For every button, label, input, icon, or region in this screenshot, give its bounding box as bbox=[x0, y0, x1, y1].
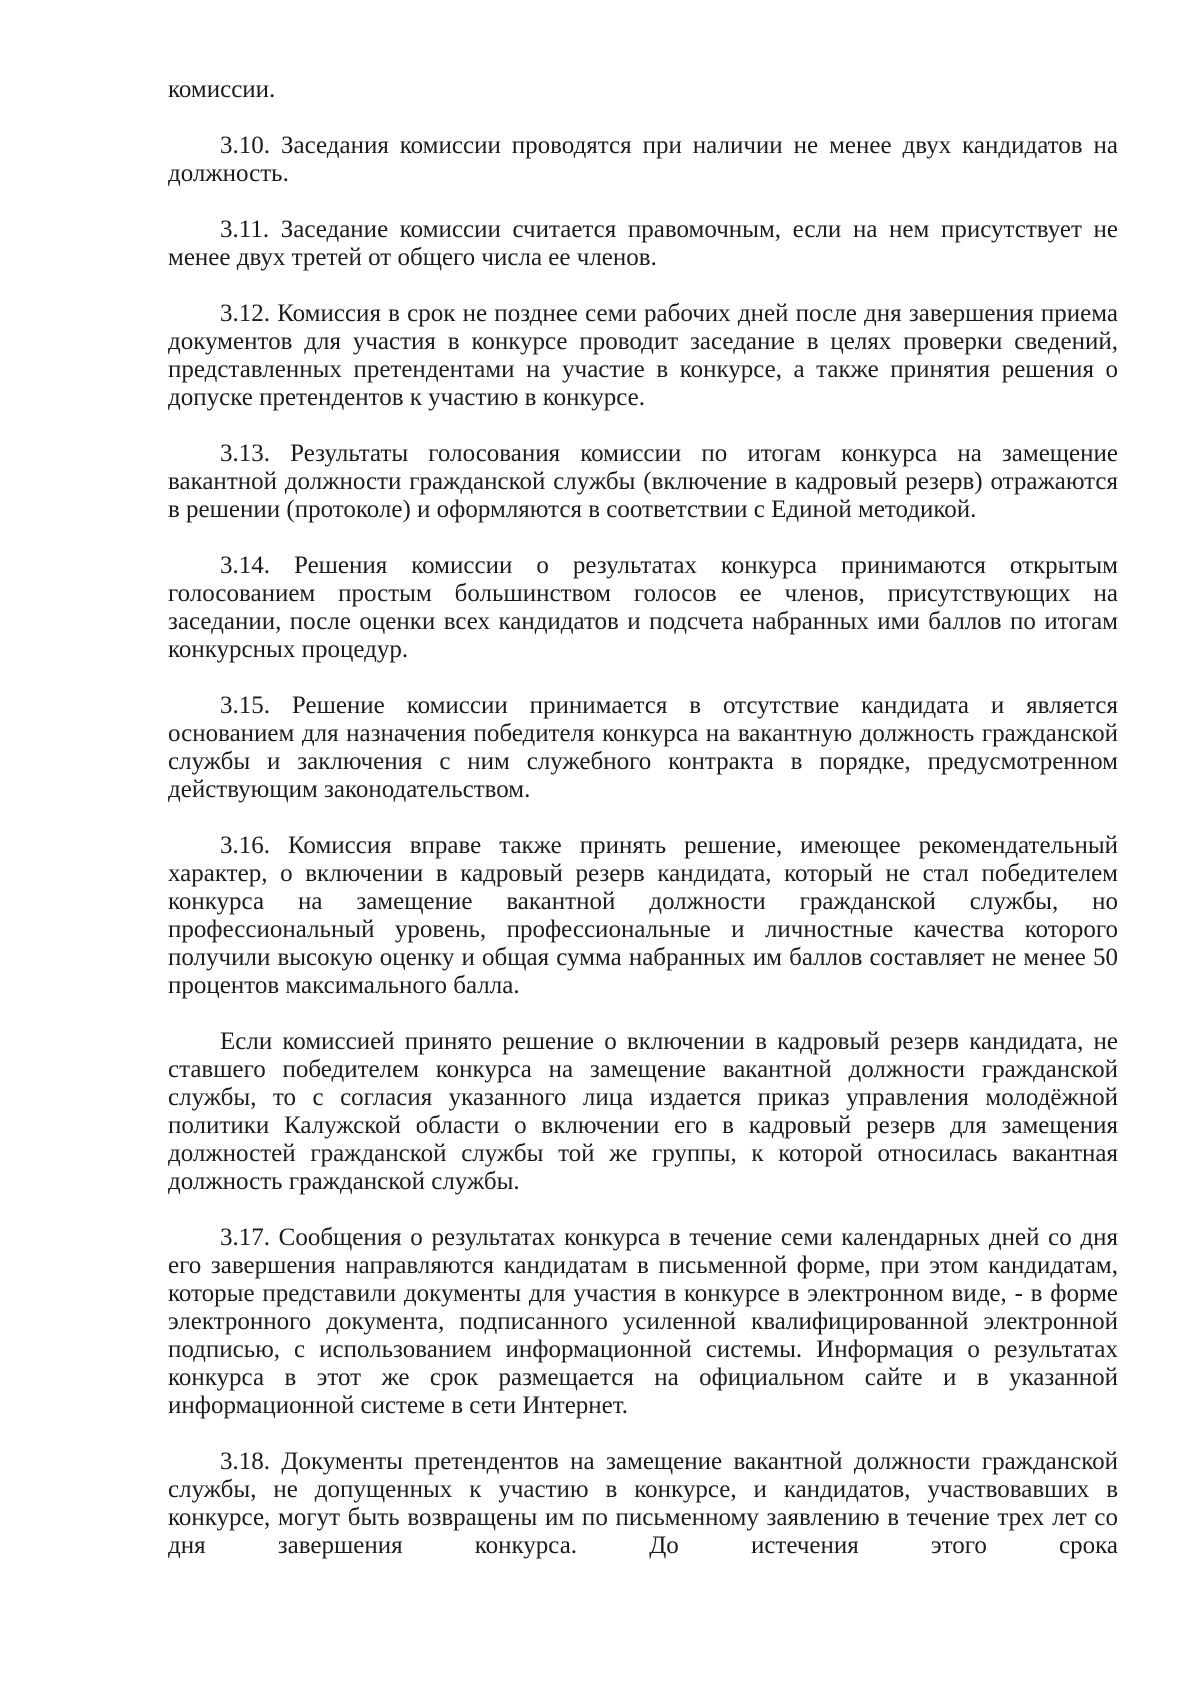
paragraph-3-16: 3.16. Комиссия вправе также принять решение, имеющее рекомендательный характер, о включении в кадровый резерв кандидата, который не стал победителем конкурса на замещение вакантной должности гражданской службы, но профессиональный уровень, профессиональные и личностные качества которого получили высокую оценку и общая сумма набранных им баллов составляет не менее 50 процентов максимального балла. bbox=[168, 832, 1118, 999]
paragraph-3-17: 3.17. Сообщения о результатах конкурса в течение семи календарных дней со дня его завершения направляются кандидатам в письменной форме, при этом кандидатам, которые представили документы для участия в конкурсе в электронном виде, - в форме электронного документа, подписанного усиленной квалифицированной электронной подписью, с использованием информационной системы. Информация о результатах конкурса в этот же срок размещается на официальном сайте и в указанной информационной системе в сети Интернет. bbox=[168, 1224, 1118, 1419]
paragraph-continuation: комиссии. bbox=[168, 76, 276, 103]
paragraph-3-13: 3.13. Результаты голосования комиссии по итогам конкурса на замещение вакантной должности гражданской службы (включение в кадровый резерв) отражаются в решении (протоколе) и оформляются в соответствии с Единой методикой. bbox=[168, 440, 1118, 523]
paragraph-3-15: 3.15. Решение комиссии принимается в отсутствие кандидата и является основанием для назначения победителя конкурса на вакантную должность гражданской службы и заключения с ним служебного контракта в порядке, предусмотренном действующим законодательством. bbox=[168, 692, 1118, 803]
paragraph-3-18: 3.18. Документы претендентов на замещение вакантной должности гражданской службы, не допущенных к участию в конкурсе, и кандидатов, участвовавших в конкурсе, могут быть возвращены им по письменному заявлению в течение трех лет со дня завершения конкурса. До истечения этого срока bbox=[168, 1448, 1118, 1559]
paragraph-3-16-addendum: Если комиссией принято решение о включении в кадровый резерв кандидата, не ставшего победителем конкурса на замещение вакантной должности гражданской службы, то с согласия указанного лица издается приказ управления молодёжной политики Калужской области о включении его в кадровый резерв для замещения должностей гражданской службы той же группы, к которой относилась вакантная должность гражданской службы. bbox=[168, 1028, 1118, 1195]
document-body bbox=[168, 76, 1118, 1560]
paragraph-3-12: 3.12. Комиссия в срок не позднее семи рабочих дней после дня завершения приема документов для участия в конкурсе проводит заседание в целях проверки сведений, представленных претендентами на участие в конкурсе, а также принятия решения о допуске претендентов к участию в конкурсе. bbox=[168, 300, 1118, 411]
paragraph-3-14: 3.14. Решения комиссии о результатах конкурса принимаются открытым голосованием простым большинством голосов ее членов, присутствующих на заседании, после оценки всех кандидатов и подсчета набранных ими баллов по итогам конкурсных процедур. bbox=[168, 552, 1118, 663]
paragraph-3-11: 3.11. Заседание комиссии считается правомочным, если на нем присутствует не менее двух третей от общего числа ее членов. bbox=[168, 216, 1118, 271]
paragraph-3-10: 3.10. Заседания комиссии проводятся при наличии не менее двух кандидатов на должность. bbox=[168, 132, 1118, 187]
